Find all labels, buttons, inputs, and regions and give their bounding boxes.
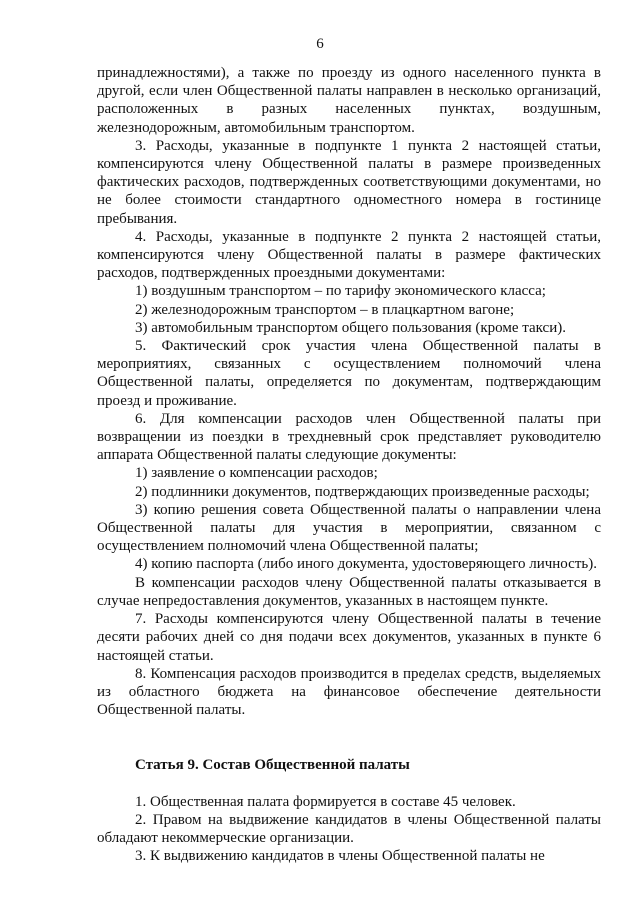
subitem-air-transport: 1) воздушным транспортом – по тарифу экономического класса; bbox=[135, 283, 546, 300]
paragraph-item-8: 8. Компенсация расходов производится в пределах средств, выделяемых из областного бюджета на финансовое обеспечение деятельности Общественной палаты. bbox=[97, 665, 601, 719]
article9-item-1: 1. Общественная палата формируется в составе 45 человек. bbox=[135, 793, 516, 810]
paragraph-item-6: 6. Для компенсации расходов член Общественной палаты при возвращении из поездки в трехдневный срок представляет руководителю аппарата Общественной палаты следующие документы: bbox=[97, 410, 601, 464]
paragraph-item-3: 3. Расходы, указанные в подпункте 1 пункта 2 настоящей статьи, компенсируются члену Общественной палаты в размере произведенных фактических расходов, подтвержденных соответствующими документами, но не более стоимости стандартного одноместного номера в гостинице пребывания. bbox=[97, 137, 601, 227]
paragraph-item-5: 5. Фактический срок участия члена Общественной палаты в мероприятиях, связанных с осуществлением полномочий члена Общественной палаты, определяется по документам, подтверждающим проезд и проживание. bbox=[97, 338, 601, 409]
subitem-original-documents: 2) подлинники документов, подтверждающих произведенные расходы; bbox=[135, 483, 590, 500]
subitem-rail-transport: 2) железнодорожным транспортом – в плацкартном вагоне; bbox=[135, 301, 515, 318]
subitem-council-decision: 3) копию решения совета Общественной палаты о направлении члена Общественной палаты для участия в мероприятии, связанном с осуществлением полномочий члена Общественной палаты; bbox=[97, 501, 601, 555]
article-heading: Статья 9. Состав Общественной палаты bbox=[135, 757, 410, 774]
paragraph-refusal: В компенсации расходов члену Общественной палаты отказывается в случае непредоставления документов, указанных в настоящем пункте. bbox=[97, 574, 601, 609]
document-body bbox=[97, 64, 601, 865]
article9-item-3: 3. К выдвижению кандидатов в члены Общественной палаты не bbox=[135, 848, 545, 865]
paragraph-continuation: принадлежностями), а также по проезду из одного населенного пункта в другой, если член Общественной палаты направлен в несколько организаций, расположенных в разных населенных пунктах, воздушным, железнодорожным, автомобильным транспортом. bbox=[97, 65, 601, 136]
paragraph-item-7: 7. Расходы компенсируются члену Общественной палаты в течение десяти рабочих дней со дня подачи всех документов, указанных в пункте 6 настоящей статьи. bbox=[97, 611, 601, 664]
article9-item-2: 2. Правом на выдвижение кандидатов в члены Общественной палаты обладают некоммерческие организации. bbox=[97, 811, 601, 846]
subitem-application: 1) заявление о компенсации расходов; bbox=[135, 465, 378, 482]
heading-spacer bbox=[97, 775, 601, 793]
section-spacer bbox=[97, 719, 601, 756]
page-number: 6 bbox=[316, 36, 324, 52]
subitem-passport-copy: 4) копию паспорта (либо иного документа, удостоверяющего личность). bbox=[135, 556, 597, 573]
subitem-road-transport: 3) автомобильным транспортом общего пользования (кроме такси). bbox=[135, 319, 566, 336]
paragraph-item-4: 4. Расходы, указанные в подпункте 2 пункта 2 настоящей статьи, компенсируются члену Общественной палаты в размере фактических расходов, подтвержденных проездными документами: bbox=[97, 228, 601, 282]
